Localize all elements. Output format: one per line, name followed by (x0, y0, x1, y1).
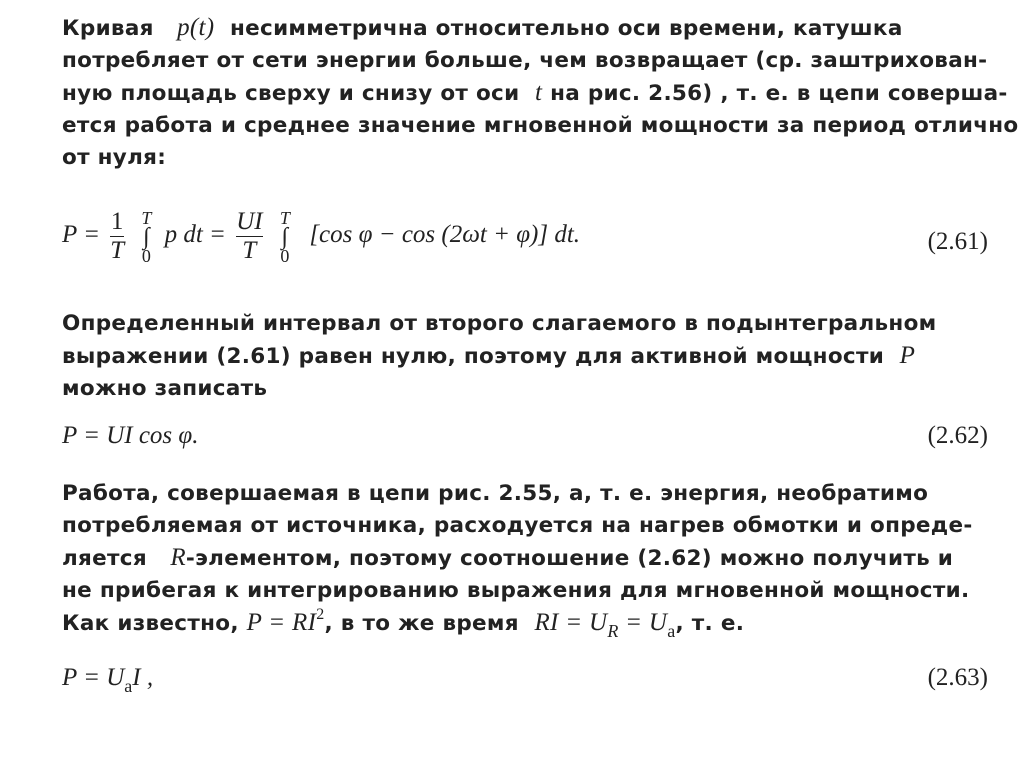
paragraph-3 (62, 478, 973, 642)
fraction-UI-over-T (236, 208, 262, 265)
integral-upper-limit: T (279, 207, 290, 228)
eq-lhs: P = (62, 221, 100, 249)
text: несимметрична относительно оси времени, катушка (229, 16, 903, 41)
frac-denominator: T (110, 237, 125, 264)
math-R: R (170, 544, 186, 571)
para1-line2: потребляет от сети энергии больше, чем возвращает (ср. заштрихован- (62, 48, 988, 73)
equation-number-2-63: (2.63) (927, 664, 988, 691)
math-RI-eq-UR (534, 609, 676, 641)
text: , в то же время (324, 611, 519, 636)
para2-line3: можно записать (62, 376, 268, 401)
math-P-eq-RI2 (246, 606, 325, 636)
integral-symbol: ∫ (143, 223, 150, 250)
text: -элементом, поэтому соотношение (2.62) можно получить и (185, 546, 954, 571)
eq-rhs: I , (132, 664, 154, 691)
para3-line2: потребляемая от источника, расходуется на нагрев обмотки и опреде- (62, 513, 973, 538)
integrand-2: [cos φ − cos (2ωt + φ)] dt. (309, 221, 581, 249)
text: Кривая (62, 16, 154, 41)
integral-sign (277, 207, 293, 266)
para2-line1: Определенный интервал от второго слагаемого в подынтегральном (62, 311, 937, 336)
frac-numerator: 1 (110, 208, 124, 235)
math-p-of-t: p(t) (177, 14, 215, 41)
text: , т. е. (675, 611, 745, 636)
equation-2-61 (62, 208, 580, 265)
text: на рис. 2.56) , т. е. в цепи соверша- (550, 81, 1008, 106)
subscript: R (607, 621, 619, 641)
equation-2-62: P = UI cos φ. (62, 422, 199, 449)
fraction-1-over-T (110, 208, 124, 265)
text: Как известно, (62, 611, 239, 636)
frac-numerator: UI (236, 208, 263, 235)
integral-sign (138, 207, 154, 266)
math-t: t (535, 79, 543, 106)
text: выражении (2.61) равен нулю, поэтому для активной мощности (62, 344, 885, 369)
math-text: RI = U (534, 609, 608, 636)
subscript: а (667, 621, 676, 641)
math-text: = U (625, 609, 668, 636)
eq-lhs: P = U (62, 664, 125, 691)
integrand-1: p dt = (164, 221, 226, 249)
math-text: P = RI (246, 609, 317, 636)
equation-number-2-62: (2.62) (927, 422, 988, 449)
integral-symbol: ∫ (281, 223, 289, 250)
paragraph-2 (62, 308, 962, 405)
integral-lower-limit: 0 (280, 245, 290, 266)
para1-line1 (62, 12, 962, 45)
paragraph-1 (62, 12, 1019, 174)
para2-line2 (62, 340, 962, 373)
para3-line3 (62, 542, 962, 575)
para1-line4: ется работа и среднее значение мгновенной мощности за период отлично (62, 113, 1019, 138)
superscript: 2 (316, 606, 325, 623)
para3-line5 (62, 607, 962, 642)
para3-line4: не прибегая к интегрированию выражения для мгновенной мощности. (62, 578, 970, 603)
integral-upper-limit: T (141, 207, 152, 228)
para1-line3 (62, 77, 1008, 110)
math-P: P (899, 342, 916, 369)
text: ную площадь сверху и снизу от оси (62, 81, 520, 106)
para1-line5: от нуля: (62, 145, 167, 170)
text: ляется (62, 546, 147, 571)
equation-2-63 (62, 664, 154, 696)
integral-lower-limit: 0 (141, 245, 151, 266)
frac-denominator: T (236, 236, 262, 265)
subscript: а (124, 676, 133, 696)
equation-number-2-61: (2.61) (927, 228, 988, 255)
para3-line1: Работа, совершаемая в цепи рис. 2.55, а, т. е. энергия, необратимо (62, 481, 929, 506)
